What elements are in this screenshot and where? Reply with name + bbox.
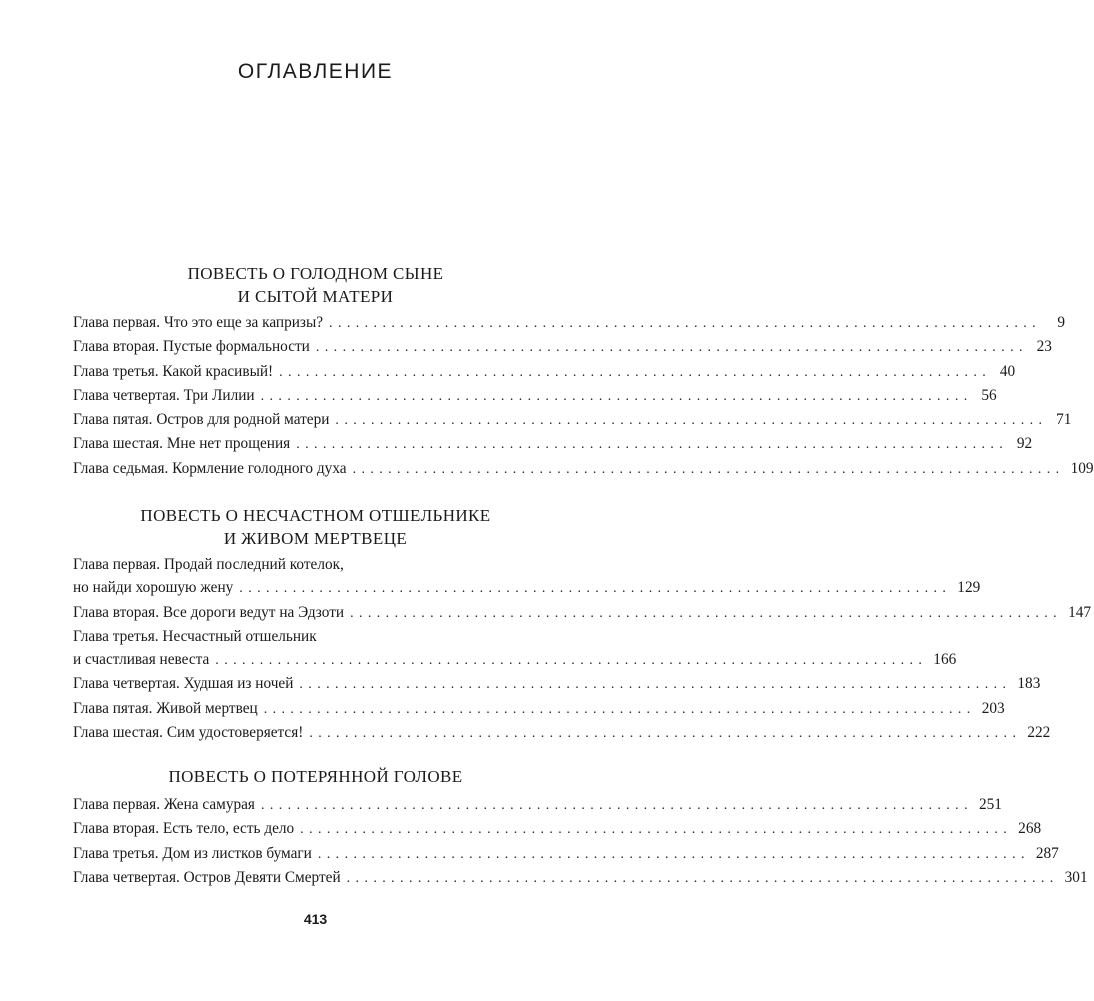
toc-entry[interactable] <box>73 697 1005 721</box>
entry-title: Глава вторая. Есть тело, есть дело <box>73 820 295 838</box>
dot-leader: ................................................................................ <box>296 437 1009 453</box>
part-heading-line: И СЫТОЙ МАТЕРИ <box>237 287 394 306</box>
entry-title: Глава первая. Жена самурая <box>73 796 255 813</box>
dot-leader: ................................................................................ <box>299 677 1012 693</box>
page-number: 23 <box>1036 338 1052 356</box>
page-number: 71 <box>1056 411 1072 429</box>
entry-title: Глава третья. Дом из листков бумаги <box>73 844 312 862</box>
toc-entry[interactable] <box>73 384 997 408</box>
toc-entry[interactable] <box>73 721 1051 745</box>
page-number: 251 <box>978 796 1002 813</box>
page-number: 147 <box>1068 603 1092 621</box>
toc-list-part-3 <box>73 793 1088 890</box>
dot-leader: ................................................................................ <box>260 388 973 404</box>
dot-leader: ................................................................................ <box>315 340 1028 356</box>
part-heading-line: ПОВЕСТЬ О НЕСЧАСТНОМ ОТШЕЛЬНИКЕ <box>140 506 491 525</box>
dot-leader: ................................................................................ <box>329 316 1042 331</box>
toc-entry[interactable] <box>73 817 1042 841</box>
page-number: 56 <box>981 386 997 404</box>
page-number: 222 <box>1027 724 1051 742</box>
entry-title: Глава шестая. Сим удостоверяется! <box>73 724 304 742</box>
page-number: 40 <box>999 362 1016 380</box>
dot-leader: ................................................................................ <box>346 870 1059 886</box>
part-heading-3 <box>70 765 561 788</box>
toc-entry[interactable] <box>73 457 1094 481</box>
toc-list-part-2 <box>73 553 1092 745</box>
entry-title-continued: но найди хорошую жену <box>73 579 234 597</box>
toc-entry[interactable] <box>73 432 1033 456</box>
entry-title: Глава четвертая. Худшая из ночей <box>73 675 294 693</box>
page-title: ОГЛАВЛЕНИЕ <box>237 60 394 83</box>
dot-leader: ................................................................................ <box>335 413 1048 429</box>
part-heading-line: И ЖИВОМ МЕРТВЕЦЕ <box>223 529 408 548</box>
toc-entry[interactable] <box>73 672 1041 696</box>
entry-title: Глава третья. Несчастный отшельник <box>73 627 317 645</box>
dot-leader: ................................................................................ <box>215 653 928 669</box>
toc-entry[interactable] <box>73 311 1066 335</box>
entry-title: Глава вторая. Пустые формальности <box>73 338 310 356</box>
entry-title: Глава шестая. Мне нет прощения <box>73 435 291 453</box>
entry-title: Глава четвертая. Три Лилии <box>73 386 255 404</box>
dot-leader: ................................................................................ <box>279 364 992 380</box>
dot-leader: ................................................................................ <box>350 605 1063 621</box>
page-number: 301 <box>1064 868 1088 886</box>
toc-entry[interactable] <box>73 601 1092 625</box>
part-heading-1 <box>70 262 561 308</box>
entry-title: Глава седьмая. Кормление голодного духа <box>73 459 347 477</box>
toc-entry[interactable] <box>73 360 1016 384</box>
dot-leader: ................................................................................ <box>300 822 1013 838</box>
dot-leader: ................................................................................ <box>239 581 952 597</box>
toc-entry[interactable] <box>73 793 1002 817</box>
page-number: 203 <box>981 699 1005 717</box>
toc-entry[interactable] <box>73 335 1052 359</box>
dot-leader: ................................................................................ <box>317 846 1030 862</box>
page-number: 109 <box>1070 459 1094 477</box>
entry-title: Глава пятая. Живой мертвец <box>73 699 258 717</box>
entry-title: Глава пятая. Остров для родной матери <box>73 411 330 429</box>
dot-leader: ................................................................................ <box>352 461 1065 477</box>
toc-entry[interactable] <box>73 408 1072 432</box>
toc-list-part-1 <box>73 311 1094 481</box>
part-heading-2 <box>70 504 561 550</box>
dot-leader: ................................................................................ <box>260 798 973 813</box>
part-heading-line: ПОВЕСТЬ О ГОЛОДНОМ СЫНЕ <box>187 264 444 283</box>
toc-entry[interactable] <box>73 625 957 673</box>
entry-title: Глава вторая. Все дороги ведут на Эдзоти <box>73 603 345 621</box>
entry-title: Глава первая. Продай последний котелок, <box>73 556 344 573</box>
page-number: 166 <box>933 651 957 669</box>
entry-title: Глава четвертая. Остров Девяти Смертей <box>73 868 341 886</box>
entry-title: Глава первая. Что это еще за капризы? <box>73 314 324 331</box>
entry-title-continued: и счастливая невеста <box>73 651 210 669</box>
toc-entry[interactable] <box>73 842 1059 866</box>
page-number: 129 <box>957 579 981 597</box>
toc-entry[interactable] <box>73 866 1088 890</box>
page-number: 183 <box>1017 675 1041 693</box>
page-number: 268 <box>1018 820 1042 838</box>
dot-leader: ................................................................................ <box>263 701 976 717</box>
part-heading-line: ПОВЕСТЬ О ПОТЕРЯННОЙ ГОЛОВЕ <box>168 767 463 786</box>
entry-title: Глава третья. Какой красивый! <box>73 362 274 380</box>
page-number: 92 <box>1016 435 1033 453</box>
page-number: 9 <box>1057 314 1066 331</box>
page-number: 287 <box>1035 844 1059 862</box>
page-folio: 413 <box>303 911 328 927</box>
toc-entry[interactable] <box>73 553 981 601</box>
dot-leader: ................................................................................ <box>309 726 1022 742</box>
